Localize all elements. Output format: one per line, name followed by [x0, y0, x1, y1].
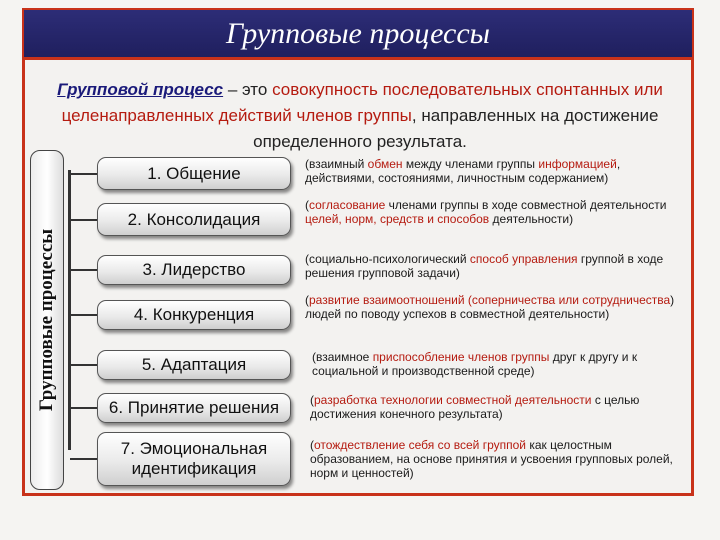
process-description [312, 350, 690, 378]
definition-text [30, 77, 690, 155]
definition-part2: , направленных на достижение определенного результата. [253, 106, 659, 151]
process-description [305, 252, 690, 280]
description-segment: разработка технологии совместной деятельности [314, 393, 592, 407]
process-description [305, 293, 690, 321]
process-box: 4. Конкуренция [97, 300, 291, 330]
description-segment: членами группы в ходе совместной деятельности [385, 198, 667, 212]
description-segment: информацией [538, 157, 617, 171]
description-segment: группой в ходе решения групповой задачи) [305, 252, 664, 280]
connector-branch [70, 269, 97, 271]
description-segment: друг к другу и к социальной и производственной среде) [312, 350, 638, 378]
process-box: 1. Общение [97, 157, 291, 190]
description-segment: целей, норм, средств и способов [305, 212, 490, 226]
process-description [305, 157, 690, 185]
description-segment: ( [310, 393, 314, 407]
connector-branch [70, 173, 97, 175]
process-description [310, 438, 690, 480]
description-segment: как целостным образованием, на основе принятия и усвоения групповых ролей, норм и ценностей) [310, 438, 673, 480]
description-segment: ( [305, 293, 309, 307]
description-segment: с целью достижения конечного результата) [310, 393, 640, 421]
description-segment: деятельности) [489, 212, 574, 226]
process-box: 5. Адаптация [97, 350, 291, 380]
description-segment: обмен [367, 157, 403, 171]
process-box: 2. Консолидация [97, 203, 291, 236]
definition-dash: – это [223, 80, 273, 99]
description-segment: способ управления [469, 252, 578, 266]
side-label: Групповые процессы [36, 228, 57, 412]
connector-branch [70, 314, 97, 316]
connector-branch [70, 458, 97, 460]
process-description [310, 393, 690, 421]
description-segment: развитие взаимоотношений (соперничества или сотрудничества [309, 293, 671, 307]
description-segment: (взаимный [305, 157, 368, 171]
description-segment: (социально-психологический [305, 252, 470, 266]
definition-part1: совокупность последовательных спонтанных или целенаправленных действий членов группы [61, 80, 663, 125]
process-box: 7. Эмоциональная идентификация [97, 432, 291, 486]
process-description [305, 198, 690, 226]
title-bar [24, 10, 692, 60]
definition-term: Групповой процесс [57, 80, 224, 99]
connector-branch [70, 364, 97, 366]
description-segment: ) людей по поводу успехов в совместной деятельности) [305, 293, 675, 321]
description-segment: , действиями, состояниями, личностным содержанием) [305, 157, 621, 185]
process-box: 6. Принятие решения [97, 393, 291, 423]
slide-title: Групповые процессы [226, 16, 490, 50]
description-segment: отождествление себя со всей группой [314, 438, 526, 452]
description-segment: между членами группы [402, 157, 539, 171]
description-segment: приспособление членов группы [372, 350, 550, 364]
connector-branch [70, 219, 97, 221]
description-segment: (взаимное [312, 350, 373, 364]
description-segment: ( [305, 198, 309, 212]
connector-branch [70, 407, 97, 409]
description-segment: согласование [309, 198, 386, 212]
process-box: 3. Лидерство [97, 255, 291, 285]
description-segment: ( [310, 438, 314, 452]
